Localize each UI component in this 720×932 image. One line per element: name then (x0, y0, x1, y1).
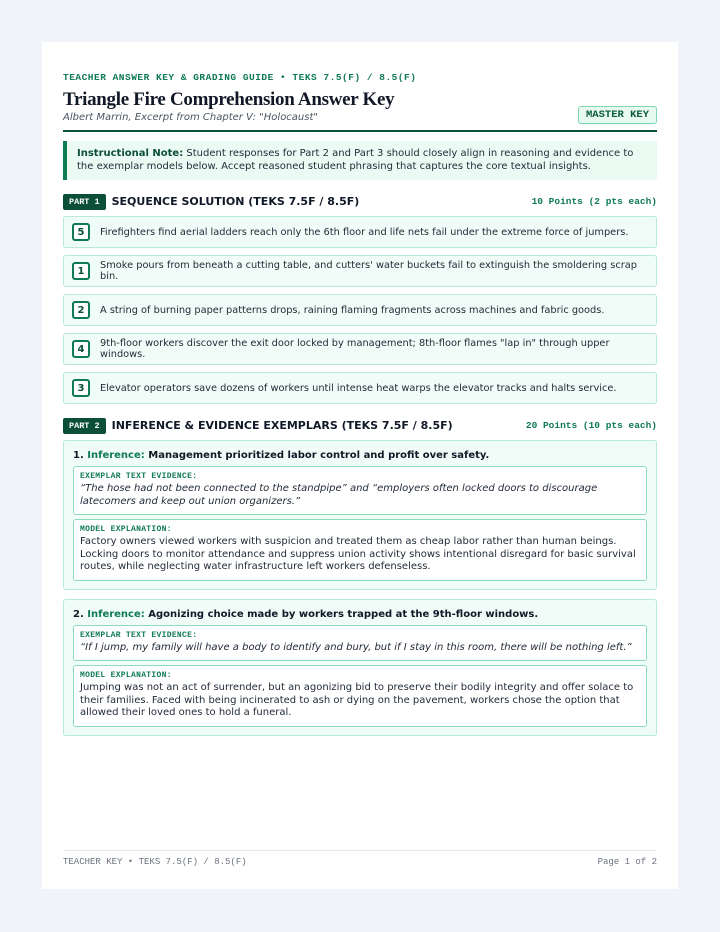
inference-label: Inference: (87, 450, 145, 461)
explanation-label: MODEL EXPLANATION: (80, 671, 172, 680)
sequence-number: 3 (72, 379, 90, 397)
explanation-label: MODEL EXPLANATION: (80, 525, 172, 534)
header-divider (63, 130, 657, 132)
part1-title: SEQUENCE SOLUTION (TEKS 7.5F / 8.5F) (111, 195, 360, 208)
evidence-box (73, 625, 647, 662)
inference-heading (73, 609, 647, 620)
part2-pill: PART 2 (63, 418, 106, 434)
note-text: Student responses for Part 2 and Part 3 should closely align in reasoning and evidence to the exemplar models below. Accept reasoned student phrasing that captures the core textual insights. (77, 148, 634, 172)
sequence-item (63, 372, 657, 404)
explanation-text: Jumping was not an act of surrender, but an agonizing bid to preserve their bodily integrity and offer solace to their families. Faced with being incinerated to ash or dying on the pavement, workers chose the option that allowed their loved ones to hold a funeral. (80, 682, 634, 718)
sequence-text: A string of burning paper patterns drops, raining flaming fragments across machines and fabric goods. (100, 304, 605, 316)
inference-text: Management prioritized labor control and profit over safety. (148, 450, 490, 461)
instructional-note (63, 141, 657, 180)
sequence-list (63, 216, 657, 404)
part2-title: INFERENCE & EVIDENCE EXEMPLARS (TEKS 7.5F / 8.5F) (111, 419, 453, 432)
sequence-text: Elevator operators save dozens of workers until intense heat warps the elevator tracks and halts service. (100, 382, 617, 394)
sequence-item (63, 294, 657, 326)
evidence-text: “If I jump, my family will have a body to identify and bury, but if I stay in this room, there will be nothing left.” (80, 641, 632, 653)
note-label: Instructional Note: (77, 148, 184, 159)
page-footer (63, 850, 657, 867)
inference-label: Inference: (87, 608, 145, 620)
part2-points: 20 Points (10 pts each) (525, 420, 657, 431)
source-subtitle: Albert Marrin, Excerpt from Chapter V: "Holocaust" (63, 112, 319, 123)
sequence-text: Firefighters find aerial ladders reach only the 6th floor and life nets fail under the extreme force of jumpers. (100, 226, 629, 238)
footer-left: TEACHER KEY • TEKS 7.5(F) / 8.5(F) (63, 857, 247, 867)
master-key-badge: MASTER KEY (578, 106, 657, 124)
sequence-item (63, 216, 657, 248)
inference-text: Agonizing choice made by workers trapped at the 9th-floor windows. (148, 608, 539, 620)
title-block (63, 89, 657, 123)
sequence-item (63, 333, 657, 365)
answer-key-page (42, 42, 678, 889)
sequence-number: 4 (72, 340, 90, 358)
page-number: Page 1 of 2 (597, 857, 657, 867)
evidence-box (73, 466, 647, 515)
explanation-box (73, 519, 647, 581)
sequence-number: 5 (72, 223, 90, 241)
sequence-number: 2 (72, 301, 90, 319)
part2-header (63, 417, 657, 434)
sequence-text: Smoke pours from beneath a cutting table, and cutters' water buckets fail to extinguish the smoldering scrap bin. (100, 260, 637, 282)
part1-points: 10 Points (2 pts each) (531, 196, 657, 207)
part1-pill: PART 1 (63, 194, 106, 210)
evidence-label: EXEMPLAR TEXT EVIDENCE: (80, 630, 198, 640)
evidence-label: EXEMPLAR TEXT EVIDENCE: (80, 472, 198, 481)
inference-number: 2. (73, 608, 84, 620)
explanation-box (73, 665, 647, 727)
sequence-text: 9th-floor workers discover the exit door locked by management; 8th-floor flames "lap in" through upper windows. (100, 338, 610, 360)
inference-card-1 (63, 440, 657, 590)
part1-header (63, 193, 657, 210)
inference-heading (73, 450, 647, 461)
evidence-text: “The hose had not been connected to the standpipe” and “employers often locked doors to discourage latecomers and keep out union organizers.” (80, 483, 598, 507)
explanation-text: Factory owners viewed workers with suspicion and treated them as cheap labor rather than human beings. Locking doors to monitor attendance and suppress union activity shows intentional disregard for basic survival routes, while neglecting water infrastructure left workers defenseless. (80, 536, 636, 572)
eyebrow-label: TEACHER ANSWER KEY & GRADING GUIDE • TEKS 7.5(F) / 8.5(F) (63, 72, 417, 83)
sequence-number: 1 (72, 262, 90, 280)
inference-card-2 (63, 599, 657, 736)
sequence-item (63, 255, 657, 287)
inference-number: 1. (73, 450, 84, 461)
page-title: Triangle Fire Comprehension Answer Key (63, 89, 395, 110)
